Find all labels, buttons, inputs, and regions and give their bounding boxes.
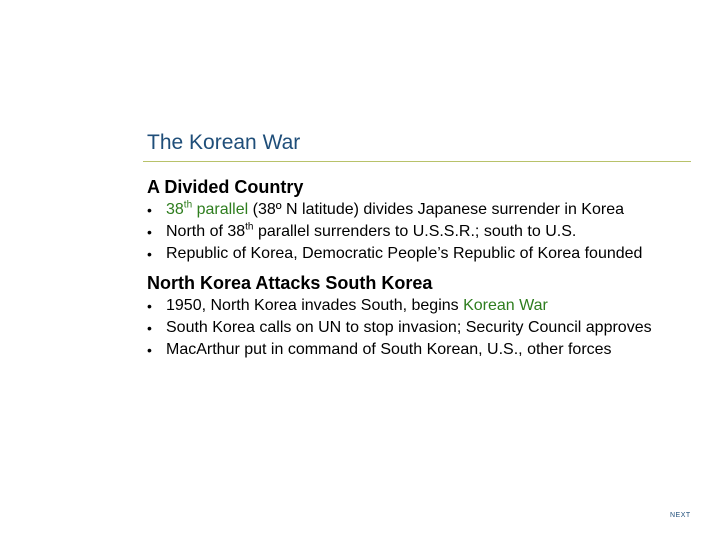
bullet-text: North of 38th parallel surrenders to U.S.S.R.; south to U.S.	[166, 221, 577, 240]
bullet-text: (38º N latitude) divides Japanese surrender in Korea	[248, 201, 624, 218]
list-item	[147, 339, 687, 361]
bullet-list-divided-country	[147, 199, 687, 265]
highlight-text: 38th parallel	[166, 199, 249, 218]
list-item	[147, 199, 687, 221]
title-divider	[143, 161, 691, 162]
slide-content	[147, 175, 687, 367]
section-heading-divided-country: A Divided Country	[147, 177, 304, 197]
bullet-icon: •	[147, 320, 152, 336]
bullet-text: Republic of Korea, Democratic People’s Republic of Korea founded	[166, 245, 643, 262]
bullet-icon: •	[147, 224, 152, 240]
list-item	[147, 243, 687, 265]
bullet-icon: •	[147, 298, 152, 314]
bullet-icon: •	[147, 202, 152, 218]
bullet-text: 1950, North Korea invades South, begins	[166, 297, 464, 314]
section-heading-north-korea-attacks: North Korea Attacks South Korea	[147, 273, 433, 293]
bullet-icon: •	[147, 342, 152, 358]
list-item	[147, 295, 687, 317]
bullet-icon: •	[147, 246, 152, 262]
list-item	[147, 317, 687, 339]
next-button[interactable]: NEXT	[670, 512, 691, 519]
highlight-text: Korean War	[463, 297, 548, 314]
bullet-list-north-korea-attacks	[147, 295, 687, 361]
bullet-text: South Korea calls on UN to stop invasion; Security Council approves	[166, 319, 652, 336]
bullet-text: MacArthur put in command of South Korean, U.S., other forces	[166, 341, 612, 358]
slide-title: The Korean War	[147, 131, 301, 154]
list-item	[147, 221, 687, 243]
